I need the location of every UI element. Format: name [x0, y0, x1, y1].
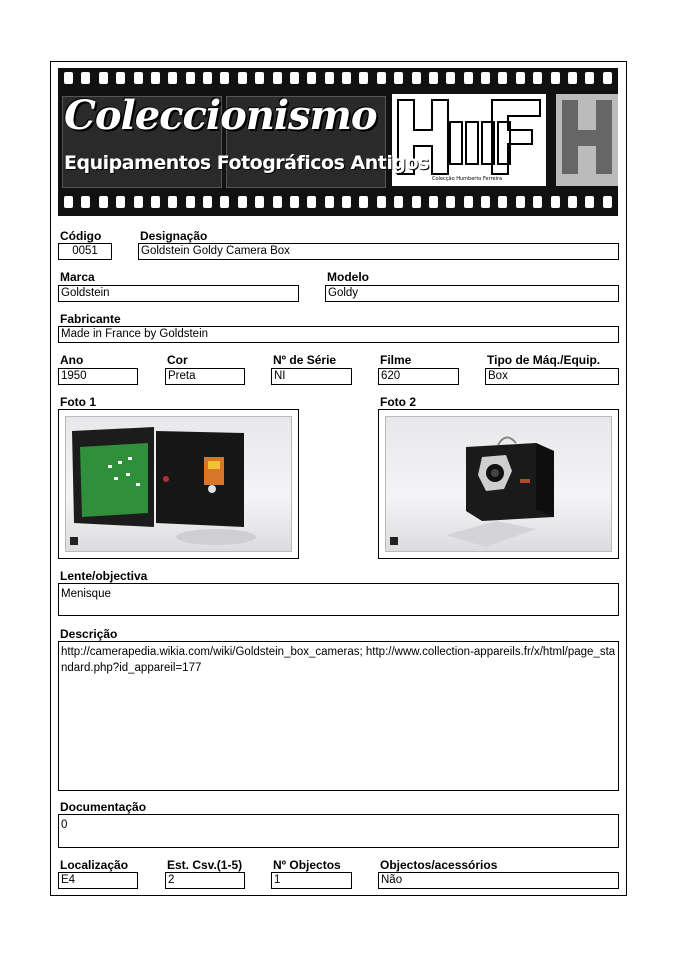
documentacao-field[interactable]: 0 [58, 814, 619, 848]
header-banner [58, 68, 618, 216]
estado-field[interactable]: 2 [165, 872, 245, 889]
acessorios-label: Objectos/acessórios [380, 858, 498, 872]
objectos-label: Nº Objectos [273, 858, 341, 872]
marca-field[interactable]: Goldstein [58, 285, 299, 302]
foto1-image [65, 416, 292, 552]
localizacao-field[interactable]: E4 [58, 872, 138, 889]
fabricante-field[interactable]: Made in France by Goldstein [58, 326, 619, 343]
codigo-field[interactable]: 0051 [58, 243, 112, 260]
estado-label: Est. Csv.(1-5) [167, 858, 243, 872]
filme-label: Filme [380, 353, 412, 367]
cor-label: Cor [167, 353, 188, 367]
hf-logo-partial-icon [556, 94, 618, 186]
serie-label: Nº de Série [273, 353, 337, 367]
foto2-frame[interactable] [378, 409, 619, 559]
filme-field[interactable]: 620 [378, 368, 459, 385]
serie-field[interactable]: NI [271, 368, 352, 385]
localizacao-label: Localização [60, 858, 129, 872]
documentacao-label: Documentação [60, 800, 147, 814]
descricao-field[interactable]: http://camerapedia.wikia.com/wiki/Goldstein_box_cameras; http://www.collection-appareils.fr/x/html/page_standard.php?id_appareil=177 [58, 641, 619, 791]
designacao-field[interactable]: Goldstein Goldy Camera Box [138, 243, 619, 260]
marca-label: Marca [60, 270, 95, 284]
ano-field[interactable]: 1950 [58, 368, 138, 385]
modelo-label: Modelo [327, 270, 369, 284]
lente-field[interactable]: Menisque [58, 583, 619, 616]
objectos-field[interactable]: 1 [271, 872, 352, 889]
brand-subtitle: Equipamentos Fotográficos Antigos [64, 152, 429, 174]
foto2-image [385, 416, 612, 552]
foto2-label: Foto 2 [380, 395, 416, 409]
brand-title: Coleccionismo [64, 92, 377, 139]
film-perforations-top [58, 72, 618, 86]
logo-caption: Colecção Humberto Ferreira [432, 176, 503, 182]
fabricante-label: Fabricante [60, 312, 121, 326]
film-perforations-bottom [58, 196, 618, 210]
tipo-field[interactable]: Box [485, 368, 619, 385]
hf-logo-repeat [556, 94, 618, 186]
cor-field[interactable]: Preta [165, 368, 245, 385]
descricao-label: Descrição [60, 627, 118, 641]
ano-label: Ano [60, 353, 84, 367]
foto1-frame[interactable] [58, 409, 299, 559]
box-camera-icon [386, 417, 612, 552]
codigo-label: Código [60, 229, 102, 243]
foto1-label: Foto 1 [60, 395, 96, 409]
modelo-field[interactable]: Goldy [325, 285, 619, 302]
designacao-label: Designação [140, 229, 208, 243]
acessorios-field[interactable]: Não [378, 872, 619, 889]
lente-label: Lente/objectiva [60, 569, 148, 583]
open-box-camera-icon [66, 417, 292, 552]
tipo-label: Tipo de Máq./Equip. [487, 353, 601, 367]
